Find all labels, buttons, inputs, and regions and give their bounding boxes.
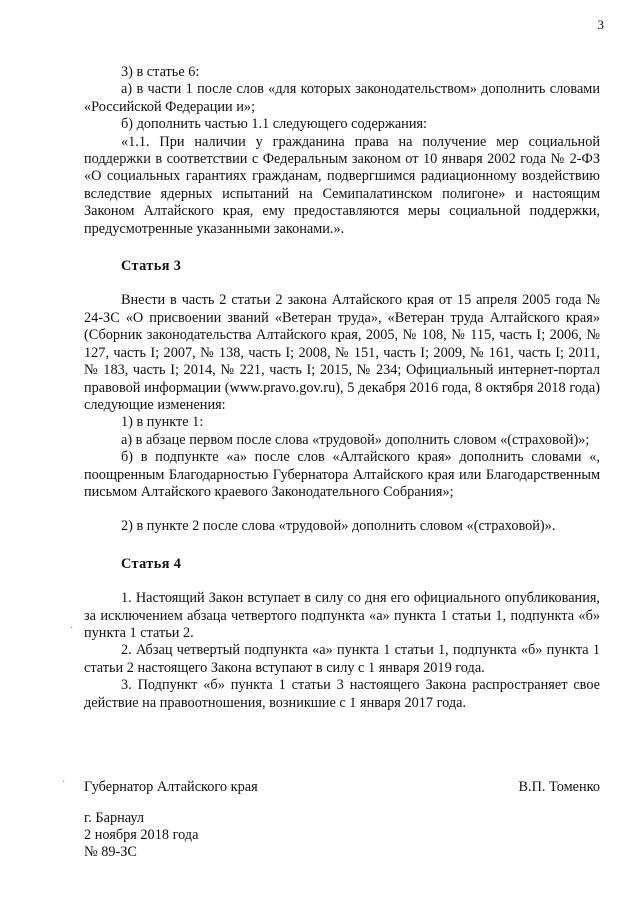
article4-heading: Статья 4 <box>121 555 182 572</box>
article4-p1: 1. Настоящий Закон вступает в силу со дня его официального опубликования, за исключением абзаца четвертого подпункта «а» пункта 1 статьи 1, подпункта «б» пункта 1 статьи 2. <box>84 590 600 641</box>
signatory-name: В.П. Томенко <box>518 779 600 795</box>
article4-p3: 3. Подпункт «б» пункта 1 статьи 3 настоящего Закона распространяет свое действие на правоотношения, возникшие с 1 января 2017 года. <box>84 677 600 711</box>
article3-item2: 2) в пункте 2 после слова «трудовой» дополнить словом «(страховой)». <box>121 518 556 535</box>
article3-heading: Статья 3 <box>121 258 182 275</box>
scan-speck: · <box>62 777 66 788</box>
article3-item1: 1) в пункте 1: <box>121 414 204 431</box>
article2-item3-a: а) в части 1 после слов «для которых законодательством» дополнить словами «Российской Федерации и»; <box>84 81 600 115</box>
footer-city: г. Барнаул <box>84 810 145 826</box>
signature-block <box>84 779 600 796</box>
article3-item1-a: а) в абзаце первом после слова «трудовой» дополнить словом «(страховой)»; <box>121 431 590 448</box>
article4-p2: 2. Абзац четвертый подпункта «а» пункта 1 статьи 1, подпункта «б» пункта 1 статьи 2 настоящего Закона вступают в силу с 1 января 2019 года. <box>84 642 600 676</box>
footer-date: 2 ноября 2018 года <box>84 827 199 843</box>
article2-quote: «1.1. При наличии у гражданина права на получение мер социальной поддержки в соответствии с Федеральным законом от 10 января 2002 года № 2-ФЗ «О социальных гарантиях гражданам, подвергшимся радиационному воздействию вследствие ядерных испытаний на Семипалатинском полигоне» и настоящим Законом Алтайского края, ему предоставляются меры социальной поддержки, предусмотренные указанными законами.». <box>84 133 600 237</box>
document-footer <box>84 810 198 861</box>
article3-item1-b: б) в подпункте «а» после слов «Алтайского края» дополнить словами «, поощренным Благодарностью Губернатора Алтайского края или Благодарственным письмом Алтайского краевого Законодательного Собрания»; <box>84 449 600 500</box>
page-number: 3 <box>597 17 604 32</box>
article3-intro: Внести в часть 2 статьи 2 закона Алтайского края от 15 апреля 2005 года № 24-ЗС «О присвоении званий «Ветеран труда», «Ветеран труда Алтайского края» (Сборник законодательства Алтайского края, 2005, № 108, № 115, часть I; 2006, № 127, часть I; 2007, № 138, часть I; 2008, № 151, часть I; 2009, № 161, часть I; 2011, № 183, часть I; 2014, № 221, часть I; 2015, № 234; Официальный интернет-портал правовой информации (www.pravo.gov.ru), 5 декабря 2016 года, 8 октября 2018 года) следующие изменения: <box>84 292 600 413</box>
signatory-position: Губернатор Алтайского края <box>84 779 258 795</box>
article2-item3-b: б) дополнить частью 1.1 следующего содержания: <box>121 116 428 133</box>
article2-item3: 3) в статье 6: <box>121 64 200 80</box>
scan-speck: · <box>70 623 74 634</box>
document-body <box>84 64 600 712</box>
footer-number: № 89-ЗС <box>84 844 137 860</box>
